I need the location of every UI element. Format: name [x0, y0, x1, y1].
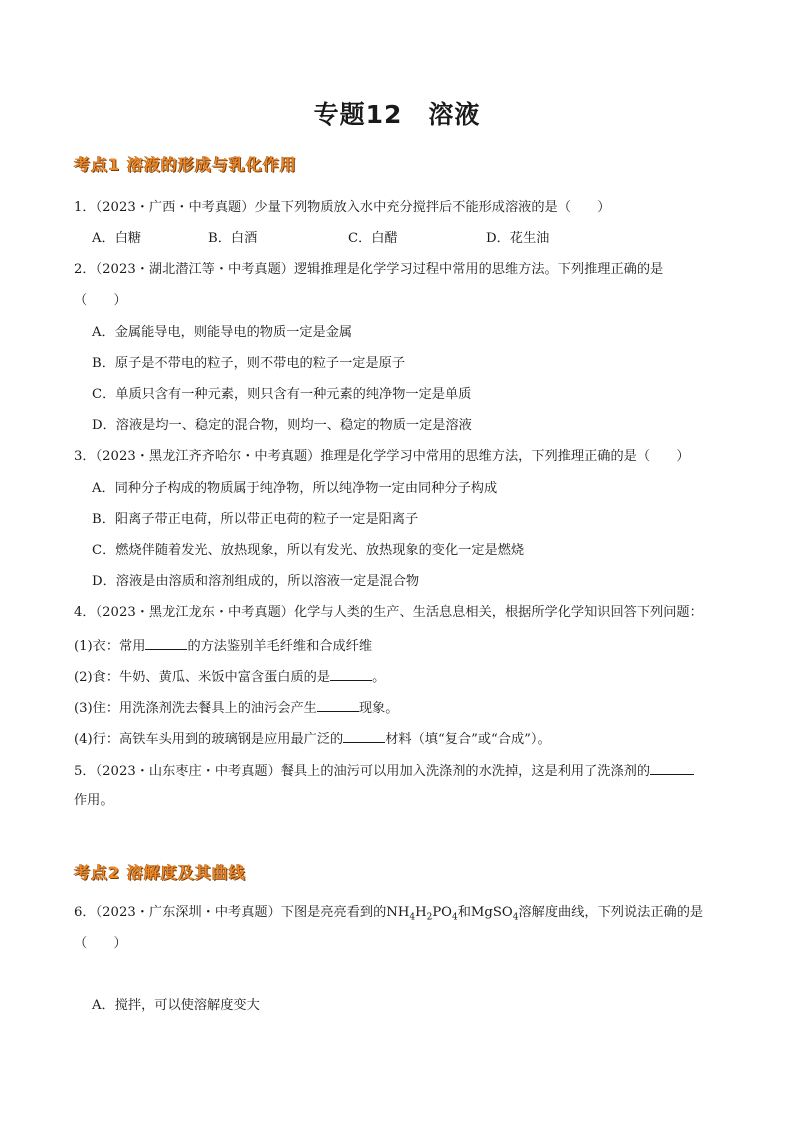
question-6-option-a: A．搅拌，可以使溶解度变大 — [92, 998, 260, 1013]
formula-part: PO — [432, 905, 452, 920]
sub-1-pre: (1)衣：常用 — [74, 639, 146, 654]
question-6-stem — [74, 903, 703, 928]
option-c: C．白醋 — [348, 231, 398, 246]
q6-stem-pre: 6．（2023・广东深圳・中考真题）下图是亮亮看到的NH — [74, 905, 410, 920]
subscript: 2 — [426, 912, 433, 923]
question-3-option-c: C．燃烧伴随着发光、放热现象，所以有发光、放热现象的变化一定是燃烧 — [92, 543, 525, 558]
answer-blank[interactable] — [145, 635, 187, 650]
sub-2-post: 。 — [372, 670, 386, 685]
option-a: A．白糖 — [92, 231, 142, 246]
answer-blank[interactable] — [343, 728, 385, 743]
question-2-option-c: C．单质只含有一种元素，则只含有一种元素的纯净物一定是单质 — [92, 387, 472, 402]
question-4-sub-3 — [74, 697, 398, 719]
subscript: 4 — [409, 912, 416, 923]
subscript: 4 — [452, 912, 458, 923]
question-2-option-a: A．金属能导电，则能导电的物质一定是金属 — [92, 325, 353, 340]
sub-1-post: 的方法鉴别羊毛纤维和合成纤维 — [187, 639, 373, 654]
section-heading-1: 考点1 溶液的形成与乳化作用 — [74, 155, 297, 174]
sub-3-post: 现象。 — [358, 701, 399, 716]
formula-part: H — [415, 905, 427, 920]
answer-blank[interactable] — [330, 666, 372, 681]
subscript: 4 — [512, 912, 519, 923]
question-5-stem — [74, 760, 694, 782]
question-2-stem: 2．（2023・湖北潜江等・中考真题）逻辑推理是化学学习过程中常用的思维方法。下列推理正确的是 — [74, 262, 664, 277]
question-3-stem: 3．（2023・黑龙江齐齐哈尔・中考真题）推理是化学学习中常用的思维方法，下列推理正确的是（ ） — [74, 449, 690, 464]
sub-4-pre: (4)行：高铁车头用到的玻璃钢是应用最广泛的 — [74, 732, 344, 747]
option-d: D．花生油 — [486, 231, 550, 246]
sub-3-pre: (3)住：用洗涤剂洗去餐具上的油污会产生 — [74, 701, 317, 716]
section-heading-2: 考点2 溶解度及其曲线 — [74, 863, 246, 882]
question-4-sub-1 — [74, 635, 372, 657]
option-b: B．白酒 — [208, 231, 258, 246]
question-3-option-b: B．阳离子带正电荷，所以带正电荷的粒子一定是阳离子 — [92, 512, 419, 527]
question-2-option-d: D．溶液是均一、稳定的混合物，则均一、稳定的物质一定是溶液 — [92, 418, 472, 433]
answer-blank[interactable] — [650, 760, 694, 775]
sub-4-post: 材料（填“复合”或“合成”）。 — [385, 732, 551, 747]
sub-2-pre: (2)食：牛奶、黄瓜、米饭中富含蛋白质的是 — [74, 670, 331, 685]
page-title: 专题12 溶液 — [313, 100, 481, 129]
formula-part: 和MgSO — [457, 905, 513, 920]
question-4-sub-2 — [74, 666, 385, 688]
question-2-option-b: B．原子是不带电的粒子，则不带电的粒子一定是原子 — [92, 356, 406, 371]
question-3-option-a: A．同种分子构成的物质属于纯净物，所以纯净物一定由同种分子构成 — [92, 481, 498, 496]
question-6-stem-cont: （ ） — [74, 936, 127, 951]
answer-blank[interactable] — [317, 697, 359, 712]
question-2-stem-cont: （ ） — [74, 293, 127, 308]
q5-stem-text: 5．（2023・山东枣庄・中考真题）餐具上的油污可以用加入洗涤剂的水洗掉，这是利用了洗涤剂的 — [74, 764, 651, 779]
question-1-stem: 1．（2023・广西・中考真题）少量下列物质放入水中充分搅拌后不能形成溶液的是（ ） — [74, 200, 611, 215]
question-3-option-d: D．溶液是由溶质和溶剂组成的，所以溶液一定是混合物 — [92, 574, 420, 589]
question-4-stem: 4．（2023・黑龙江龙东・中考真题）化学与人类的生产、生活息息相关，根据所学化学知识回答下列问题： — [74, 605, 703, 620]
question-4-sub-4 — [74, 728, 551, 750]
q6-stem-post: 溶解度曲线，下列说法正确的是 — [518, 905, 704, 920]
question-5-stem-cont: 作用。 — [74, 793, 114, 808]
